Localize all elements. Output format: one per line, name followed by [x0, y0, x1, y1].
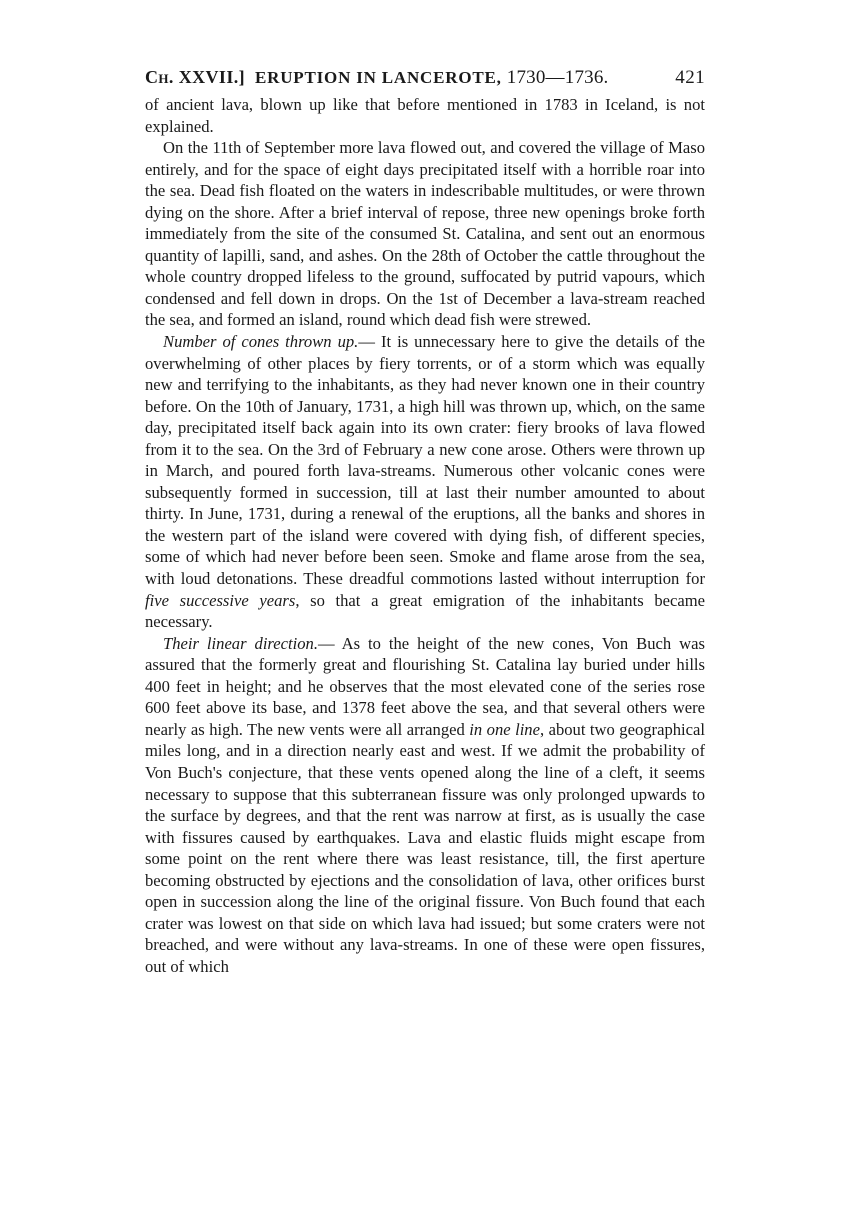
body-text: [145, 94, 705, 977]
emphasis-text: five successive years: [145, 590, 296, 610]
page-number: 421: [675, 67, 705, 88]
emphasis-text: in one line: [469, 719, 540, 739]
running-head: [145, 62, 705, 92]
paragraph-continued: of ancient lava, blown up like that before mentioned in 1783 in Iceland, is not explained.: [145, 95, 705, 136]
running-title: [245, 63, 675, 93]
running-title-text: ERUPTION IN LANCEROTE,: [255, 68, 502, 87]
paragraph-text: , so that a great emigration of the inhabitants became necessary.: [145, 590, 705, 632]
paragraph-maso: On the 11th of September more lava flowed out, and covered the village of Maso entirely, and for the space of eight days precipitated itself with a horrible roar into the sea. Dead fish floated on the waters in indescribable multitudes, or were thrown dying on the shore. After a brief interval of repose, three new openings broke forth immediately from the site of the consumed St. Catalina, and sent out an enormous quantity of lapilli, sand, and ashes. On the 28th of October the cattle throughout the whole country dropped lifeless to the ground, suffocated by putrid vapours, which condensed and fell down in drops. On the 1st of December a lava-stream reached the sea, and formed an island, round which dead fish were strewed.: [145, 138, 705, 330]
book-page: [145, 62, 705, 977]
running-title-dates: 1730—1736.: [506, 67, 609, 88]
sidehead-number-of-cones: Number of cones thrown up.: [163, 332, 359, 352]
paragraph-linear-direction: [145, 633, 705, 978]
paragraph-text: — It is unnecessary here to give the details of the overwhelming of other places by fiery torrents, or of a storm which was equally new and terrifying to the inhabitants, as they had never known one in their country before. On the 10th of January, 1731, a high hill was thrown up, which, on the same day, precipitated itself back again into its own crater: fiery brooks of lava flowed from it to the sea. On the 3rd of February a new cone arose. Others were thrown up in March, and poured forth lava-streams. Numerous other volcanic cones were subsequently formed in succession, till at last their number amounted to about thirty. In June, 1731, during a renewal of the eruptions, all the banks and shores in the western part of the island were covered with dying fish, of different species, some of which had never before been seen. Smoke and flame arose from the sea, with loud detonations. These dreadful commotions lasted without interruption for: [145, 332, 705, 589]
paragraph-text: — As to the height of the new cones, Von Buch was assured that the formerly great and flourishing St. Catalina lay buried under hills 400 feet in height; and he observes that the most elevated cone of the series rose 600 feet above its base, and 1378 feet above the sea, and that several others were nearly as high. The new vents were all arranged: [145, 633, 705, 739]
paragraph-text: , about two geographical miles long, and in a direction nearly east and west. If we admit the probability of Von Buch's conjecture, that these vents opened along the line of a cleft, it seems necessary to suppose that this subterranean fissure was only prolonged upwards to the surface by degrees, and that the rent was narrow at first, as is usually the case with fissures caused by earthquakes. Lava and elastic fluids might escape from some point on the rent where there was least resistance, till, the first aperture becoming obstructed by ejections and the consolidation of lava, other orifices burst open in succession along the line of the original fissure. Von Buch found that each crater was lowest on that side on which lava had issued; but some craters were not breached, and were without any lava-streams. In one of these were open fissures, out of which: [145, 719, 705, 976]
sidehead-linear-direction: Their linear direction.: [163, 633, 318, 653]
paragraph-number-of-cones: [145, 331, 705, 633]
chapter-label: Ch. XXVII.]: [145, 67, 246, 87]
